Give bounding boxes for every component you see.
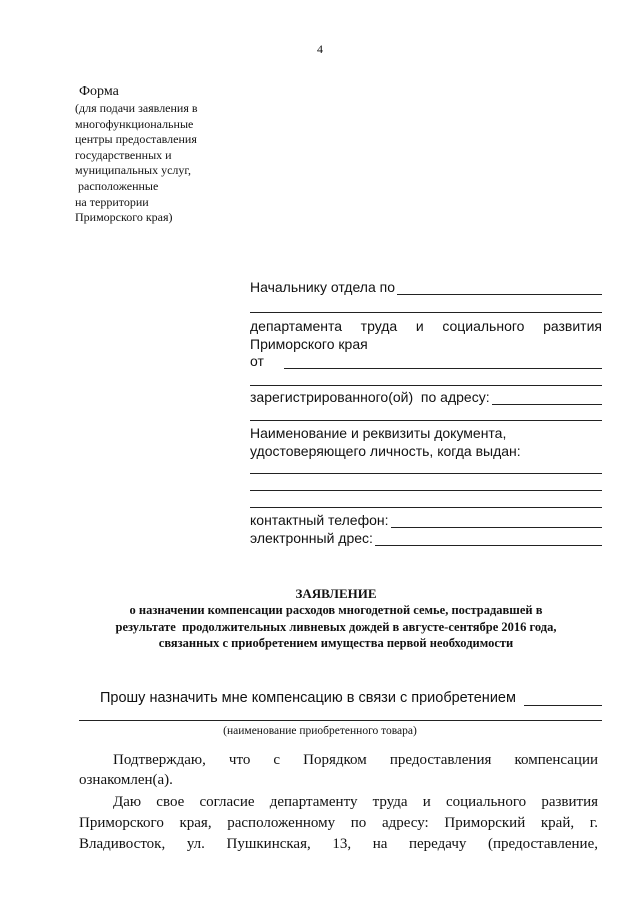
blank-line[interactable] xyxy=(250,420,602,421)
consent-line-1: Даю свое согласие департаменту труда и социального развития xyxy=(113,794,598,810)
product-line[interactable] xyxy=(79,720,602,721)
product-caption: (наименование приобретенного товара) xyxy=(223,725,417,737)
statement-title: ЗАЯВЛЕНИЕ xyxy=(295,586,377,601)
form-note-line: расположенные xyxy=(75,178,159,193)
form-note-line: Приморского края) xyxy=(75,210,173,225)
form-note-line: (для подачи заявления в xyxy=(75,101,198,115)
dept-line: департамента труда и социального развития xyxy=(250,318,602,334)
to-field[interactable] xyxy=(397,280,602,295)
from-field[interactable] xyxy=(284,354,602,369)
form-note-line: на территории xyxy=(75,194,149,209)
to-label: Начальнику отдела по xyxy=(250,279,395,295)
blank-line[interactable] xyxy=(250,473,602,474)
statement-subtitle-line: о назначении компенсации расходов многодетной семье, пострадавшей в xyxy=(129,603,543,617)
registered-field[interactable] xyxy=(492,390,602,405)
form-note-line: многофункциональные xyxy=(75,116,194,131)
page-number: 4 xyxy=(317,42,323,56)
email-label: электронный дрес: xyxy=(250,530,373,546)
confirm-line-2: ознакомлен(а). xyxy=(79,772,173,788)
from-row xyxy=(250,353,602,369)
request-text: Прошу назначить мне компенсацию в связи с приобретением xyxy=(100,690,516,706)
request-row xyxy=(100,690,602,706)
blank-line[interactable] xyxy=(250,490,602,491)
form-note-line: муниципальных услуг, xyxy=(75,163,191,178)
form-note-line: государственных и xyxy=(75,147,172,162)
consent-line-3: Владивосток, ул. Пушкинская, 13, на передачу (предоставление, xyxy=(79,836,598,852)
registered-row xyxy=(250,389,602,405)
blank-line[interactable] xyxy=(250,385,602,386)
confirm-line-1: Подтверждаю, что с Порядком предоставления компенсации xyxy=(113,752,598,768)
statement-subtitle-line: результате продолжительных ливневых дождей в августе-сентябре 2016 года, xyxy=(115,620,557,634)
statement-subtitle-line: связанных с приобретением имущества первой необходимости xyxy=(158,636,514,650)
form-note-line: центры предоставления xyxy=(75,132,197,147)
address-block xyxy=(250,0,602,560)
product-field[interactable] xyxy=(524,691,602,706)
to-row xyxy=(250,279,602,295)
doc-line-1: Наименование и реквизиты документа, xyxy=(250,425,507,441)
phone-row xyxy=(250,512,602,528)
consent-line-2: Приморского края, расположенному по адресу: Приморский край, г. xyxy=(79,815,598,831)
region-line: Приморского края xyxy=(250,336,368,352)
form-title: Форма xyxy=(79,84,119,99)
form-note xyxy=(75,101,255,226)
doc-line-2: удостоверяющего личность, когда выдан: xyxy=(250,443,521,459)
registered-label: зарегистрированного(ой) по адресу: xyxy=(250,389,490,405)
email-field[interactable] xyxy=(375,531,602,546)
blank-line[interactable] xyxy=(250,507,602,508)
blank-line[interactable] xyxy=(250,312,602,313)
email-row xyxy=(250,530,602,546)
from-label: от xyxy=(250,353,264,369)
phone-label: контактный телефон: xyxy=(250,512,389,528)
phone-field[interactable] xyxy=(391,513,603,528)
